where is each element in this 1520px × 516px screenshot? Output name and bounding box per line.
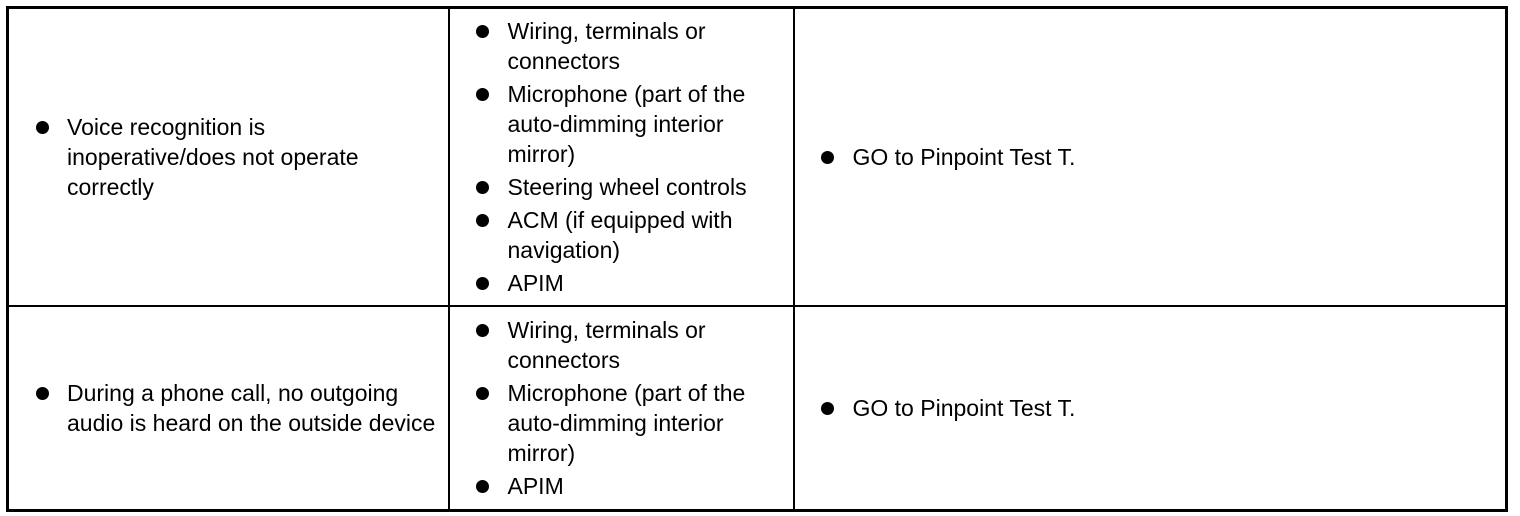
symptom-text: Voice recognition is inoperative/does not operate correctly <box>67 113 359 200</box>
bullet-icon <box>821 151 834 164</box>
bullet-icon <box>821 402 834 415</box>
possible-sources-cell <box>449 8 794 306</box>
symptom-cell <box>8 8 449 306</box>
list-item <box>795 393 1506 423</box>
bullet-icon <box>476 324 489 337</box>
symptom-cell <box>8 306 449 511</box>
diagnostic-table <box>6 6 1508 512</box>
bullet-icon <box>476 214 489 227</box>
list-item <box>9 112 448 202</box>
list-item <box>450 378 793 468</box>
source-text: APIM <box>507 269 564 296</box>
action-cell <box>794 306 1507 511</box>
source-text: Microphone (part of the auto-dimming interior mirror) <box>507 80 746 167</box>
list-item <box>450 79 793 169</box>
bullet-icon <box>36 387 49 400</box>
possible-sources-cell <box>449 306 794 511</box>
list-item <box>9 378 448 438</box>
bullet-icon <box>476 480 489 493</box>
source-text: APIM <box>507 472 564 499</box>
action-text: GO to Pinpoint Test T. <box>852 143 1076 170</box>
list-item <box>450 16 793 76</box>
bullet-icon <box>476 387 489 400</box>
action-cell <box>794 8 1507 306</box>
list-item <box>795 142 1506 172</box>
bullet-icon <box>36 121 49 134</box>
source-text: Wiring, terminals or connectors <box>507 316 706 373</box>
table-row <box>8 306 1507 511</box>
bullet-icon <box>476 25 489 38</box>
symptom-text: During a phone call, no outgoing audio is heard on the outside device <box>67 379 436 436</box>
source-text: Wiring, terminals or connectors <box>507 17 706 74</box>
list-item <box>450 172 793 202</box>
list-item <box>450 268 793 298</box>
list-item <box>450 315 793 375</box>
list-item <box>450 205 793 265</box>
source-text: ACM (if equipped with navigation) <box>507 206 733 263</box>
bullet-icon <box>476 277 489 290</box>
list-item <box>450 471 793 501</box>
bullet-icon <box>476 181 489 194</box>
source-text: Steering wheel controls <box>507 173 747 200</box>
bullet-icon <box>476 88 489 101</box>
source-text: Microphone (part of the auto-dimming interior mirror) <box>507 379 746 466</box>
action-text: GO to Pinpoint Test T. <box>852 394 1076 421</box>
table-row <box>8 8 1507 306</box>
